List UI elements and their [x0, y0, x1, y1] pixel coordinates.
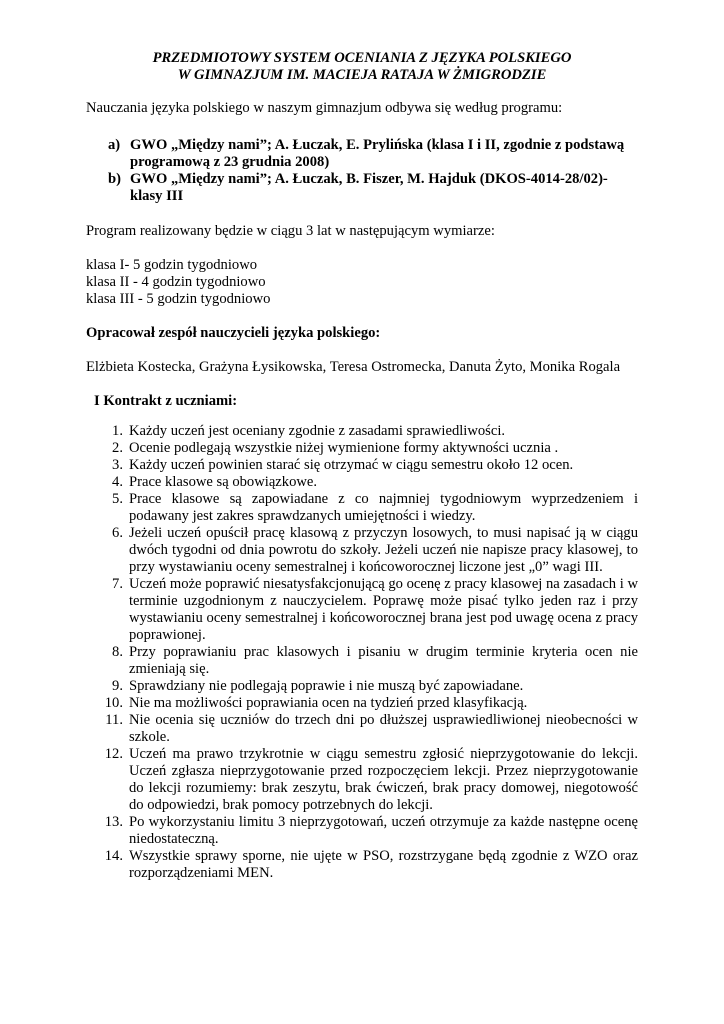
rule-text: Nie ocenia się uczniów do trzech dni po dłuższej usprawiedliwionej nieobecności w szkole.	[129, 712, 638, 745]
rule-text: Po wykorzystaniu limitu 3 nieprzygotowań, uczeń otrzymuje za każde następne ocenę niedostateczną.	[129, 814, 638, 847]
rule-number: 7.	[112, 576, 123, 592]
rule-text: Ocenie podlegają wszystkie niżej wymienione formy aktywności ucznia .	[129, 440, 559, 456]
document-title-line-1: PRZEDMIOTOWY SYSTEM OCENIANIA Z JĘZYKA POLSKIEGO	[152, 50, 572, 66]
rule-item	[101, 474, 638, 491]
rule-text: Prace klasowe są zapowiadane z co najmniej tygodniowym wyprzedzeniem i podawany jest zakres sprawdzanych umiejętności i wiedzy.	[129, 491, 638, 524]
program-line: GWO „Między nami”; A. Łuczak, E. Prylińska (klasa I i II, zgodnie z podstawą	[130, 137, 625, 153]
rule-number: 6.	[112, 525, 123, 541]
rule-item	[101, 814, 638, 848]
rule-item	[101, 746, 638, 814]
rule-text: Każdy uczeń powinien starać się otrzymać w ciągu semestru około 12 ocen.	[129, 457, 574, 473]
rule-item	[101, 491, 638, 525]
rule-number: 11.	[105, 712, 123, 728]
rule-item	[101, 576, 638, 644]
program-marker: a)	[108, 137, 121, 153]
rule-number: 12.	[104, 746, 123, 762]
contract-heading: I Kontrakt z uczniami:	[94, 393, 238, 409]
rule-text: Uczeń może poprawić niesatysfakcjonującą go ocenę z pracy klasowej na zasadach i w terminie uzgodnionym z nauczycielem. Poprawę może pisać tylko jeden raz i przy wystawianiu oceny semestralnej i końcoworocznej brana jest pod uwagę ocena z pracy poprawionej.	[129, 576, 638, 643]
rule-item	[101, 848, 638, 882]
program-line: GWO „Między nami”; A. Łuczak, B. Fiszer, M. Hajduk (DKOS-4014-28/02)-	[130, 171, 608, 187]
schedule-intro: Program realizowany będzie w ciągu 3 lat w następującym wymiarze:	[86, 223, 495, 239]
rule-text: Jeżeli uczeń opuścił pracę klasową z przyczyn losowych, to musi napisać ją w ciągu dwóch tygodni od dnia powrotu do szkoły. Jeżeli uczeń nie napisze pracy klasowej, to przy wystawianiu oceny semestralnej i końcoworocznej liczone jest „0” wagi III.	[129, 525, 638, 575]
rule-number: 1.	[112, 423, 123, 439]
rule-number: 10.	[104, 695, 123, 711]
program-list	[108, 137, 648, 205]
rule-item	[101, 525, 638, 576]
rule-number: 5.	[112, 491, 123, 507]
team-members: Elżbieta Kostecka, Grażyna Łysikowska, Teresa Ostromecka, Danuta Żyto, Monika Rogala	[86, 359, 621, 375]
schedule-line: klasa II - 4 godzin tygodniowo	[86, 274, 266, 290]
intro-text: Nauczania języka polskiego w naszym gimnazjum odbywa się według programu:	[86, 100, 563, 116]
rule-text: Przy poprawianiu prac klasowych i pisaniu w drugim terminie kryteria ocen nie zmieniają się.	[129, 644, 638, 677]
rule-text: Sprawdziany nie podlegają poprawie i nie muszą być zapowiadane.	[129, 678, 524, 694]
rule-text: Wszystkie sprawy sporne, nie ujęte w PSO, rozstrzygane będą zgodnie z WZO oraz rozporządzeniami MEN.	[129, 848, 638, 881]
program-line: programową z 23 grudnia 2008)	[130, 154, 330, 170]
contract-rules-list	[101, 423, 638, 882]
rule-number: 14.	[104, 848, 123, 864]
rule-item	[101, 423, 638, 440]
rule-number: 9.	[112, 678, 123, 694]
rule-number: 8.	[112, 644, 123, 660]
rule-text: Każdy uczeń jest oceniany zgodnie z zasadami sprawiedliwości.	[129, 423, 506, 439]
rule-number: 2.	[112, 440, 123, 456]
program-item	[108, 171, 648, 205]
rule-item	[101, 678, 638, 695]
program-marker: b)	[108, 171, 121, 187]
rule-item	[101, 457, 638, 474]
rule-item	[101, 695, 638, 712]
rule-number: 13.	[104, 814, 123, 830]
rule-item	[101, 712, 638, 746]
document-title-line-2: W GIMNAZJUM IM. MACIEJA RATAJA W ŻMIGRODZIE	[177, 67, 547, 83]
rule-text: Prace klasowe są obowiązkowe.	[129, 474, 318, 490]
rule-number: 3.	[112, 457, 123, 473]
team-heading: Opracował zespół nauczycieli języka polskiego:	[86, 325, 381, 341]
rule-text: Uczeń ma prawo trzykrotnie w ciągu semestru zgłosić nieprzygotowanie do lekcji. Uczeń zgłasza nieprzygotowanie przed rozpoczęciem lekcji. Przez nieprzygotowanie do lekcji rozumiemy: brak zeszytu, brak ćwiczeń, brak pracy domowej, niegotowość do odpowiedzi, brak pomocy potrzebnych do lekcji.	[129, 746, 638, 813]
rule-item	[101, 644, 638, 678]
schedule-line: klasa III - 5 godzin tygodniowo	[86, 291, 271, 307]
rule-number: 4.	[112, 474, 123, 490]
rule-item	[101, 440, 638, 457]
rule-text: Nie ma możliwości poprawiania ocen na tydzień przed klasyfikacją.	[129, 695, 528, 711]
schedule-line: klasa I- 5 godzin tygodniowo	[86, 257, 258, 273]
program-line: klasy III	[130, 188, 184, 204]
program-item	[108, 137, 648, 171]
